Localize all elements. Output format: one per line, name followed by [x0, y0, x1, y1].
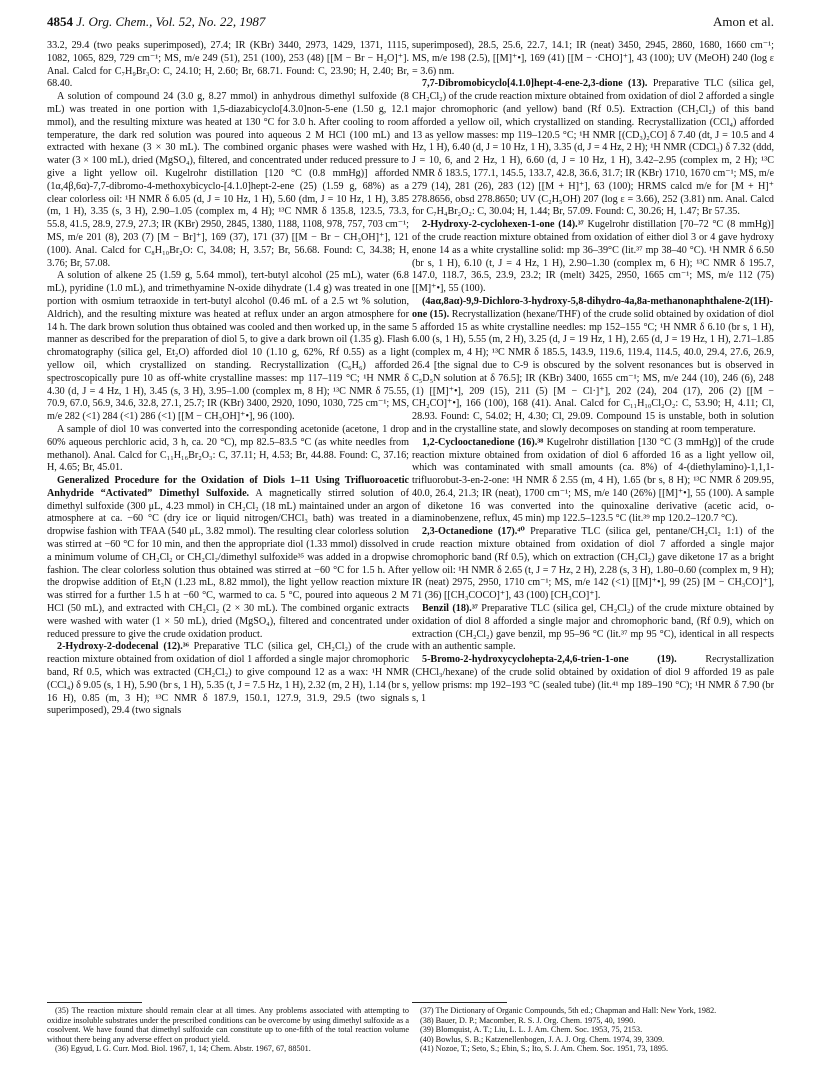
paragraph-text: Kugelrohr distillation [130 °C (3 mmHg)] of the crude reaction mixture obtained from oxidation of diol 6 afforded 16 as a light yellow oil, which was contaminated with small amounts (ca. 8%) of 4-(diethylamino)-1,1,1-trifluorobut-3-en-2-one: ¹H NMR δ 2.55 (m, 4 H), 1.65 (br s, 8 H); ¹³C NMR δ 209.95, 40.0, 26.4, 21.3; IR (neat), 1700 cm⁻¹; MS, m/e 140 (26%) [[M]⁺•], 55 (100). A sample of diketone 16 was converted into the quinoxaline derivative (acetic acid, o-diaminobenzene, reflux, 45 min) mp 122.5–123.5 °C (lit.³⁹ mp 120.2–120.7 °C).: [412, 436, 774, 525]
compound-paragraph: [412, 526, 774, 603]
header-authors: Amon et al.: [712, 14, 774, 29]
paragraph-text: A solution of alkene 25 (1.59 g, 5.64 mmol), tert-butyl alcohol (25 mL), water (6.8 mL), pyridine (1.0 mL), and trimethyamine N-oxide dihydrate (1.4 g) was treated in one portion with osmium tetraoxide in tert-butyl alcohol (0.46 mL of a 2.5 wt % solution, Aldrich), and the resulting mixture was heated at reflux under an argon atmosphere for 14 h. The dark brown solution thus obtained was cooled and then worked up, in the same manner as described for the preparation of diol 5, to give a dark brown oil (1.35 g). Flash chromatography (silica gel, Et₂O) afforded diol 10 (1.10 g, 62%, Rf 0.55) as a light yellow oil, which crystallized on standing. Recrystallization (C₆H₆) afforded spectroscopically pure 10 as off-white crystalline masses: mp 117–119 °C; ¹H NMR δ 4.30 (d, J = 4 Hz, 1 H), 3.45 (s, 3 H), 3.95–1.00 (complex m, 8 H); ¹³C NMR δ 75.55, 70.9, 67.0, 56.9, 34.6, 32.8, 27.1, 25.7; IR (KBr) 3400, 2920, 1090, 1030, 725 cm⁻¹; MS, m/e 282 (<1) 284 (<1) 286 (<1) [[M − CH₃OH]⁺•], 96 (100).: [47, 270, 409, 423]
header-left: [47, 14, 265, 30]
paragraph-text: Kugelrohr distillation [70–72 °C (8 mmHg)] of the crude reaction mixture obtained from oxidation of either diol 3 or 4 gave hydroxy enone 14 as a white crystalline solid: mp 36–39°C (lit.³⁷ mp 38–40 °C). ¹H NMR δ 6.50 (br s, 1 H), 6.10 (t, J = 4 Hz, 1 H), 2.90–1.30 (complex m, 6 H); ¹³C NMR δ 195.7, 147.0, 118.7, 36.5, 23.9, 23.2; IR (melt) 3425, 2950, 1665 cm⁻¹; MS, m/e 112 (75) [[M]⁺•], 55 (100).: [412, 219, 774, 295]
compound-title: 1,2-Cyclooctanedione (16).³⁸: [422, 436, 544, 448]
footnotes-right: [412, 1006, 774, 1054]
paragraph: [47, 424, 409, 475]
right-column: [412, 40, 774, 705]
left-column: [47, 40, 409, 718]
footnotes-left: [47, 1006, 409, 1054]
footnote-divider: [47, 1002, 142, 1003]
paragraph-text: A solution of compound 24 (3.0 g, 8.27 mmol) in anhydrous dimethyl sulfoxide (8 mL) was treated in one portion with 1,5-diazabicyclo[4.3.0]non-5-ene (1.50 g, 12.1 mmol), and the resulting mixture was heated at 130 °C for 3.0 h. After cooling to room temperature, the dark red solution was poured into aqueous 2 M HCl (100 mL) and extracted with hexane (3 × 30 mL). The combined organic phases were washed with water (3 × 100 mL), dried (MgSO₄), filtered, and concentrated under reduced pressure to give a light yellow oil. Kugelrohr distillation [120 °C (0.8 mmHg)] afforded (1α,4β,6α)-7,7-dibromo-4-methoxybicyclo-[4.1.0]hept-2-ene (25) (1.59 g, 68%) as a clear colorless oil: ¹H NMR δ 6.05 (d, J = 10 Hz, 1 H), 5.60 (dm, J = 10 Hz, 1 H), 3.85 (m, 1 H), 3.35 (s, 3 H), 2.90–1.05 (complex m, 4 H); ¹³C NMR δ 135.8, 123.5, 73.3, 55.8, 41.5, 28.9, 27.9, 27.3; IR (KBr) 2950, 2845, 1380, 1188, 1108, 978, 757, 703 cm⁻¹; MS, m/e 201 (8), 203 (7) [M − Br]⁺], 169 (37), 171 (37) [[M − Br − CH₃OH]⁺], 121 (100). Anal. Calcd for C₈H₁₀Br₂O: C, 34.08; H, 3.57; Br, 56.68. Found: C, 34.38; H, 3.76; Br, 57.08.: [47, 91, 409, 269]
paragraph-text: Preparative TLC (silica gel, CH₂Cl₂) of the crude reaction mixture obtained from oxidation of diol 1 afforded a single major chromophoric band, Rf 0.5, which was extracted (CH₂Cl₂) to give compound 12 as a wax: ¹H NMR (CCl₄) δ 9.05 (s, 1 H), 5.90 (br s, 1 H), 5.35 (t, J = 7.5 Hz, 1 H), 2.32 (m, 2 H), 1.14 (br s, 16 H), 0.85 (m, 3 H); ¹³C NMR δ 187.9, 150.1, 127.9, 31.9, 29.5 (two signals superimposed), 29.4 (two signals: [47, 641, 409, 717]
compound-paragraph: [412, 219, 774, 296]
paragraph-text: Recrystallization (CHCl₃/hexane) of the crude solid obtained by oxidation of diol 9 afforded 19 as pale yellow prisms: mp 192–193 °C (sealed tube) (lit.⁴¹ mp 189–190 °C); ¹H NMR δ 7.90 (br s, 1: [412, 654, 774, 704]
paragraph-text: superimposed), 28.5, 25.6, 22.7, 14.1; IR (neat) 3450, 2945, 2860, 1680, 1660 cm⁻¹; MS, m/e 198 (2.5), [[M]⁺•], 169 (41) [[M − ·CHO]⁺], 43 (100); UV (MeOH) 240 (log ε = 3.6) nm.: [412, 40, 774, 77]
paragraph-text: A sample of diol 10 was converted into the corresponding acetonide (acetone, 1 drop 60% aqueous perchloric acid, 3 h, ca. 20 °C), mp 82.5–83.5 °C (as white needles from methanol). Anal. Calcd for C₁₁H₁₆Br₂O₃: C, 37.11; H, 4.53; Br, 44.88. Found: C, 37.16; H, 4.65; Br, 45.01.: [47, 423, 409, 474]
paragraph: [47, 91, 409, 270]
paragraph-text: Preparative TLC (silica gel, pentane/CH₂Cl₂ 1:1) of the crude reaction mixture obtained from oxidation of diol 7 afforded a single major chromophoric band (Rf 0.5), which on extraction (CH₂Cl₂) gave diketone 17 as a bright yellow oil: ¹H NMR δ 2.65 (t, J = 7 Hz, 2 H), 2.28 (s, 3 H), 1.80–0.60 (complex m, 9 H); IR (neat) 2975, 2950, 1710 cm⁻¹; MS, m/e 142 (<1) [[M]⁺•], 99 (25) [M − CH₃CO]⁺], 71 (36) [[CH₃COCO]⁺], 43 (100) [CH₃CO]⁺].: [412, 526, 774, 602]
footnote: (38) Bauer, D. P.; Macomber, R. S. J. Org. Chem. 1975, 40, 1990.: [420, 1015, 636, 1025]
compound-paragraph: [412, 603, 774, 654]
compound-paragraph: [47, 641, 409, 718]
compound-title: 5-Bromo-2-hydroxycyclohepta-2,4,6-trien-1-one (19).: [422, 654, 677, 666]
paragraph: [47, 270, 409, 424]
paragraph-text: Preparative TLC (silica gel, CH₂Cl₂) of the crude reaction mixture obtained from oxidation of diol 2 afforded a single major chromophoric (and yellow) band (Rf 0.5). Extraction (CH₂Cl₂) of this band afforded a yellow oil, which crystallized on standing. Recrystallization (CCl₄) afforded 13 as yellow masses: mp 119–120.5 °C; ¹H NMR [(CD₃)₂CO] δ 7.40 (dt, J = 10.5 and 4 Hz, 1 H), 6.40 (d, J = 10 Hz, 1 H), 3.35 (d, J = 4 Hz, 2 H); ¹H NMR (CDCl₃) δ 7.32 (ddd, J = 10, 6, and 2 Hz, 1 H), 6.60 (d, J = 10 Hz, 1 H), 3.42–2.95 (complex m, 2 H); ¹³C NMR δ 183.5, 177.1, 145.5, 133.7, 42.8, 36.6, 31.7; IR (KBr) 1710, 1670 cm⁻¹; MS, m/e 279 (14), 281 (26), 283 (12) [[M + H]⁺], 63 (100); HRMS calcd m/e for [M + H]⁺ 278.8656, obsd 278.8650; UV (C₂H₅OH) 207 (log ε = 3.66), 252 (3.81) nm. Anal. Calcd for C₇H₄Br₂O₂: C, 30.04; H, 1.44; Br, 57.09. Found: C, 30.26; H, 1.47; Br 57.35.: [412, 78, 774, 218]
compound-paragraph: [412, 437, 774, 527]
journal-citation: J. Org. Chem., Vol. 52, No. 22, 1987: [76, 14, 266, 29]
footnote: (35) The reaction mixture should remain clear at all times. Any problems associated with attempting to oxidize insoluble substrates under the prescribed conditions can be overcome by using dimethyl sulfoxide as a cosolvent. We have found that dimethyl sulfoxide can constitute up to one-fifth of the total reaction volume without there being any adverse effect on product yield.: [47, 1006, 409, 1044]
footnote: (39) Blomquist, A. T.; Liu, L. L. J. Am. Chem. Soc. 1953, 75, 2153.: [420, 1025, 643, 1035]
compound-title: 2,3-Octanedione (17).⁴⁰: [422, 526, 525, 538]
footnote-divider: [412, 1002, 507, 1003]
compound-title: 7,7-Dibromobicyclo[4.1.0]hept-4-ene-2,3-dione (13).: [422, 78, 648, 90]
compound-title: Benzil (18).³⁷: [422, 603, 478, 615]
paragraph-text: A magnetically stirred solution of dimethyl sulfoxide (300 μL, 4.23 mmol) in CH₂Cl₂ (18 mL) maintained under an argon atmosphere at ca. −60 °C (dry ice or liquid nitrogen/CHCl₃ bath) was treated in a dropwise fashion with TFAA (540 μL, 3.82 mmol). The resulting clear colorless solution was stirred at −60 °C for 10 min, and then the appropriate diol (1.33 mmol) dissolved in a minimum volume of CH₂Cl₂ or CH₂Cl₂/dimethyl sulfoxide³⁵ was added in a dropwise fashion. The clear colorless solution thus obtained was stirred at −60 °C for 1.5 h. After the dropwise addition of Et₃N (1.23 mL, 8.82 mmol), the light yellow reaction mixture was stirred for a further 1.5 h at −60 °C, warmed to ca. 5 °C, poured into aqueous 2 M HCl (50 mL), and extracted with CH₂Cl₂ (2 × 30 mL). The combined organic extracts were washed with water (1 × 50 mL), dried (MgSO₄), filtered and concentrated under reduced pressure to give the crude oxidation product.: [47, 487, 409, 640]
footnote: (37) The Dictionary of Organic Compounds, 5th ed.; Chapman and Hall: New York, 1982.: [420, 1006, 717, 1015]
compound-paragraph: [412, 654, 774, 705]
paragraph-text: Preparative TLC (silica gel, CH₂Cl₂) of the crude mixture obtained by oxidation of diol 8 afforded a single major and chromophoric band, (Rf 0.9), which on extraction (CH₂Cl₂) gave benzil, mp 95–96 °C (lit.³⁷ mp 95 °C), identical in all respects with an authentic sample.: [412, 603, 774, 653]
footnote: (41) Nozoe, T.; Seto, S.; Ebin, S.; Ito, S. J. Am. Chem. Soc. 1951, 73, 1895.: [420, 1044, 669, 1054]
footnote: (36) Egyud, L G. Curr. Mod. Biol. 1967, 1, 14; Chem. Abstr. 1967, 67, 88501.: [55, 1044, 311, 1054]
paragraph-text: 33.2, 29.4 (two peaks superimposed), 27.4; IR (KBr) 3440, 2973, 1429, 1371, 1115, 1082, 1065, 829, 729 cm⁻¹; MS, m/e 249 (51), 251 (100), 253 (48) [[M − Br − H₂O]⁺]. Anal. Calcd for C₇H₉Br₃O: C, 24.10; H, 2.60; Br, 68.71. Found: C, 23.90; H, 2.40; Br, 68.40.: [47, 40, 409, 90]
section-title: Generalized Procedure for the Oxidation of Diols 1–11 Using Trifluoroacetic Anhydride “Activated” Dimethyl Sulfoxide.: [47, 475, 409, 499]
compound-title: 2-Hydroxy-2-dodecenal (12).³⁶: [57, 641, 189, 653]
paragraph: [412, 40, 774, 78]
footnote: (40) Bowlus, S. B.; Katzenellenbogen, J. A. J. Org. Chem. 1974, 39, 3309.: [420, 1034, 665, 1044]
section-paragraph: [47, 475, 409, 641]
page-header: [47, 14, 774, 34]
paragraph-text: Recrystallization (hexane/THF) of the crude solid obtained by oxidation of diol 5 afforded 15 as white crystalline needles: mp 152–155 °C; ¹H NMR δ 6.10 (br s, 1 H), 6.00 (s, 1 H), 5.55 (m, 2 H), 3.25 (d, J = 19 Hz, 1 H), 2.65 (d, J = 19 Hz, 1 H), 2.71–1.85 (complex m, 4 H); ¹³C NMR δ 185.5, 143.9, 119.6, 119.4, 114.5, 40.0, 29.4, 27.6, 26.9, 26.4 [the signal due to C-9 is obscured by the solvent resonances but is observed in C₅D₅N solution at δ 76.5]; IR (KBr) 3400, 1655 cm⁻¹; MS, m/e 244 (10), 246 (6), 248 (1) [[M]⁺•], 209 (15), 211 (5) [M − Cl·]⁺], 202 (24), 204 (17), 206 (2) [[M − CH₂CO]⁺•], 166 (100), 168 (41). Anal. Calcd for C₁₁H₁₀Cl₂O₂: C, 53.90; H, 4.11; Cl, 28.93. Found: C, 54.02; H, 4.30; Cl, 29.09. Compound 15 is unstable, both in solution and in the crystalline state, and slowly decomposes on standing at room temperature.: [412, 308, 775, 435]
compound-paragraph: [412, 78, 774, 219]
compound-paragraph: [412, 296, 774, 437]
compound-title: 2-Hydroxy-2-cyclohexen-1-one (14).³⁷: [422, 219, 584, 231]
page-number: 4854: [47, 14, 73, 29]
compound-title: (4aα,8aα)-9,9-Dichloro-3-hydroxy-5,8-dihydro-4a,8a-methanonaphthalene-2(1H)-one (15).: [412, 295, 774, 320]
paragraph: [47, 40, 409, 91]
